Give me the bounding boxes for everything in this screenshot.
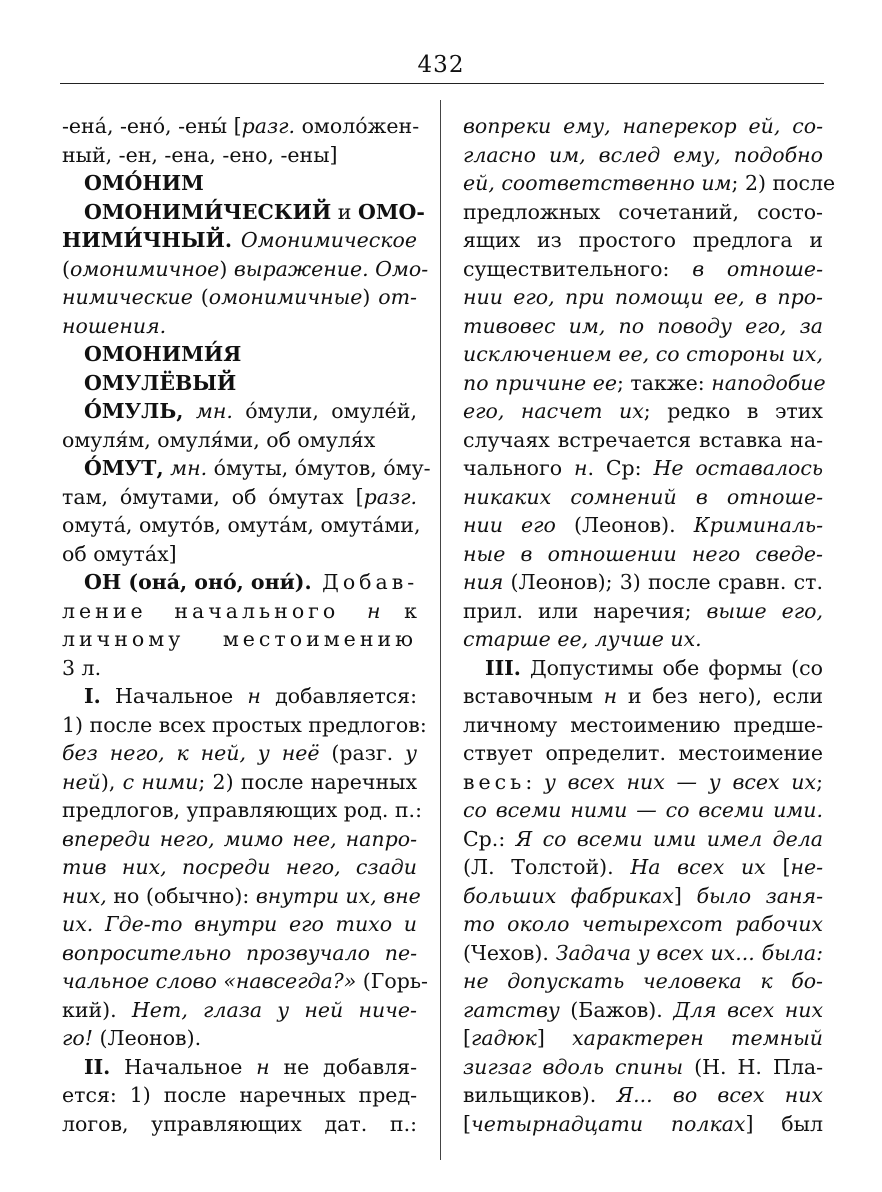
text-segment: II. — [84, 1054, 111, 1079]
text-segment: омонимичные — [208, 285, 363, 309]
text-segment: ] был — [745, 1111, 823, 1136]
text-line — [62, 625, 417, 654]
text-segment: н — [247, 684, 261, 708]
text-line — [463, 226, 823, 255]
text-line — [62, 996, 417, 1025]
text-segment: омоло́жен- — [295, 114, 420, 138]
text-line — [62, 796, 422, 825]
text-segment: от- — [378, 285, 417, 309]
text-line — [62, 141, 417, 170]
text-line — [463, 141, 823, 170]
text-line — [463, 654, 823, 683]
text-line — [62, 540, 417, 569]
text-line — [463, 112, 823, 141]
text-segment: Задача у всех их... была: — [555, 940, 824, 965]
text-line — [463, 853, 823, 882]
text-line — [463, 825, 823, 854]
text-segment: (Леонов). — [555, 513, 694, 537]
text-segment: них, — [62, 883, 107, 908]
text-segment: наподобие — [711, 370, 826, 395]
text-segment: н — [256, 1054, 270, 1079]
text-segment: [ — [463, 1026, 471, 1050]
text-line — [463, 882, 823, 911]
text-line — [62, 597, 417, 626]
text-line — [463, 169, 836, 198]
text-segment: омута́, омуто́в, омута́м, омута́ми, — [62, 513, 421, 537]
text-segment: там, о́мутами, об о́мутах [ — [62, 484, 364, 509]
text-segment: ется: 1) после наречных пред- — [62, 1083, 417, 1107]
text-line — [463, 967, 823, 996]
text-segment: ОМУЛЁВЫЙ — [84, 370, 237, 395]
text-segment: выше его, — [706, 598, 823, 623]
text-segment: его, насчет их — [463, 399, 644, 423]
text-line — [62, 1081, 417, 1110]
text-line — [62, 454, 431, 483]
text-segment: На всех их — [630, 855, 766, 879]
text-segment: ) — [362, 285, 379, 309]
text-segment: ный, -ен, -ена, -ено, -ены] — [62, 142, 338, 167]
text-line — [463, 454, 823, 483]
text-line — [62, 853, 417, 882]
text-segment: к — [380, 598, 417, 623]
text-line — [463, 597, 823, 626]
text-segment: (Н. Н. Пла- — [683, 1054, 823, 1079]
text-segment: Я... во всех них — [616, 1083, 823, 1107]
text-segment: весь — [463, 769, 526, 794]
text-segment: чального — [463, 456, 574, 480]
text-segment: ; также: — [616, 370, 712, 395]
text-segment: нимические — [62, 285, 193, 309]
text-segment: со всеми ними — со всеми ими. — [463, 798, 823, 822]
text-segment: Омонимическое — [232, 228, 417, 252]
text-segment: по причине ее — [463, 370, 617, 395]
text-line — [463, 198, 823, 227]
text-line — [62, 711, 427, 740]
text-line — [463, 796, 823, 825]
text-segment: тивовес им, по поводу его, за — [463, 313, 823, 338]
text-segment: не допускать человека к бо- — [463, 969, 823, 993]
text-segment: (Леонов). — [92, 1026, 202, 1050]
text-segment: Криминаль- — [693, 513, 823, 537]
text-segment: у всех них — у всех их — [544, 769, 817, 794]
text-segment: ОМОНИМИ́Я — [84, 342, 242, 366]
text-segment: Добав- — [311, 570, 419, 594]
text-segment: ные в отношении него сведе- — [463, 541, 823, 566]
text-segment: больших фабриках — [463, 883, 674, 908]
text-line — [463, 910, 823, 939]
text-segment: ) — [219, 256, 234, 281]
text-line — [463, 312, 823, 341]
text-segment: ОМОНИМИ́ЧЕСКИЙ — [84, 199, 332, 224]
text-line — [62, 283, 417, 312]
text-segment: ( — [62, 256, 70, 281]
text-segment: выражение. Омо- — [233, 256, 429, 281]
text-segment: ей, соответственно им — [463, 171, 732, 195]
text-segment: о́муты, о́мутов, о́му- — [207, 456, 431, 480]
text-line — [62, 768, 417, 797]
text-segment: с ними — [122, 769, 199, 794]
text-segment: гатству — [463, 997, 560, 1022]
text-segment: ния — [463, 570, 504, 594]
text-line — [463, 283, 823, 312]
text-segment: логов, управляющих дат. п.: — [62, 1111, 417, 1136]
text-segment: ящих из простого предлога и — [463, 228, 823, 252]
text-line — [463, 397, 823, 426]
text-line — [463, 540, 823, 569]
text-segment: НИМИ́ЧНЫЙ. — [62, 228, 233, 252]
text-segment: исключением ее, со стороны их, — [463, 342, 823, 366]
text-line — [463, 1110, 823, 1139]
page-number: 432 — [417, 52, 465, 78]
text-line — [463, 369, 826, 398]
text-segment: ; — [816, 769, 823, 794]
text-segment: ; 2) после — [731, 171, 836, 195]
text-segment: в отноше- — [692, 256, 823, 281]
text-segment: н — [573, 456, 588, 480]
text-segment: вопреки ему, наперекор ей, со- — [463, 114, 823, 138]
text-line — [62, 198, 425, 227]
text-segment: ; редко в этих — [643, 399, 823, 423]
text-segment: то около четырехсот рабочих — [463, 912, 823, 936]
text-segment: О́МУЛЬ, — [84, 399, 184, 423]
text-segment: (Чехов). — [463, 940, 556, 965]
text-line — [62, 226, 417, 255]
text-segment: Начальное — [110, 1054, 257, 1079]
text-line — [62, 1024, 417, 1053]
text-segment: четырнадцати полках — [471, 1111, 746, 1136]
text-segment: го! — [62, 1026, 93, 1050]
text-segment: (Л. Толстой). — [463, 855, 631, 879]
text-line — [62, 568, 417, 597]
text-segment: (Леонов); 3) после сравн. ст. — [503, 570, 823, 594]
text-segment: нии его, при помощи ее, в про- — [463, 285, 823, 309]
text-segment: III. — [485, 655, 521, 680]
text-segment: прил. или наречия; — [463, 598, 707, 623]
text-line — [62, 397, 417, 426]
text-segment: омонимичное — [70, 256, 220, 281]
text-line — [62, 312, 417, 341]
text-segment: не- — [790, 855, 823, 879]
text-segment: существительного: — [463, 256, 693, 281]
text-line — [62, 483, 417, 512]
text-segment: (Горь- — [356, 969, 428, 993]
text-segment: мн. — [163, 456, 208, 480]
text-segment: ОМО- — [357, 199, 425, 224]
text-segment: предлогов, управляющих род. п.: — [62, 798, 422, 822]
text-segment: ( — [192, 285, 209, 309]
text-line — [62, 112, 420, 141]
text-line — [463, 568, 823, 597]
text-segment: . Ср: — [587, 456, 654, 480]
text-line — [62, 825, 417, 854]
text-segment: и без него), если — [617, 684, 823, 708]
text-line — [62, 1110, 417, 1139]
text-segment: ношения. — [62, 313, 167, 338]
text-line — [62, 426, 417, 455]
right-column — [463, 112, 836, 1138]
left-column — [62, 112, 431, 1138]
text-segment: о́мули, омуле́й, — [232, 399, 417, 423]
text-line — [463, 768, 823, 797]
text-segment: омуля́м, омуля́ми, об омуля́х — [62, 427, 376, 452]
text-line — [463, 711, 823, 740]
text-segment: нии его — [463, 513, 556, 537]
text-segment: разг. — [363, 484, 417, 509]
text-line — [62, 967, 428, 996]
text-segment: ствует определит. местоимение — [463, 741, 823, 765]
text-line — [463, 739, 823, 768]
text-segment: О́МУТ, — [84, 456, 164, 480]
text-segment: 1) после всех простых предлогов: — [62, 712, 427, 737]
text-segment: личному местоимению — [62, 627, 417, 651]
text-line — [62, 369, 417, 398]
text-segment: Я со всеми ими имел дела — [515, 826, 823, 851]
text-segment: I. — [84, 684, 101, 708]
text-segment: у — [405, 741, 417, 765]
text-line — [463, 255, 823, 284]
text-segment: и — [331, 199, 358, 224]
text-segment: мн. — [183, 399, 233, 423]
text-segment: вопросительно прозвучало пе- — [62, 940, 417, 965]
text-segment: чальное слово «навсегда?» — [62, 969, 357, 993]
text-segment: без него, к ней, у неё — [62, 741, 320, 765]
text-segment: (Бажов). — [559, 997, 674, 1022]
text-segment: было заня- — [696, 883, 823, 908]
text-segment: разг. — [241, 114, 296, 138]
text-segment: -ена́, -ено́, -ены́ [ — [62, 114, 242, 138]
text-segment: ление начального — [62, 598, 367, 623]
text-line — [463, 340, 823, 369]
text-segment: [ — [765, 855, 791, 879]
text-segment: : — [525, 769, 544, 794]
text-segment: Не оставалось — [653, 456, 823, 480]
text-line — [463, 511, 823, 540]
column-divider — [440, 100, 441, 1160]
text-line — [62, 739, 417, 768]
text-line — [463, 682, 823, 711]
text-line — [463, 1024, 823, 1053]
text-segment: Ср.: — [463, 826, 516, 851]
header-rule — [60, 83, 824, 84]
text-line — [62, 654, 417, 683]
text-line — [463, 996, 823, 1025]
text-line — [463, 426, 823, 455]
text-segment: кий). — [62, 997, 132, 1022]
text-segment: ОН (она́, оно́, они́). — [84, 570, 312, 594]
text-segment: вставочным — [463, 684, 604, 708]
text-segment: не добавля- — [269, 1054, 418, 1079]
text-segment: ней — [62, 769, 101, 794]
text-segment: Начальное — [100, 684, 248, 708]
text-line — [62, 1053, 417, 1082]
text-segment: об омута́х] — [62, 541, 177, 566]
text-line — [62, 255, 429, 284]
text-segment: гадюк — [471, 1026, 537, 1050]
text-segment: ] — [536, 1026, 573, 1050]
text-line — [62, 511, 421, 540]
text-segment: никаких сомнений в отноше- — [463, 484, 823, 509]
text-line — [463, 1081, 823, 1110]
text-segment: (разг. — [319, 741, 406, 765]
text-segment: 3 л. — [62, 655, 102, 680]
text-segment: добавляется: — [260, 684, 417, 708]
text-segment: но (обычно): — [106, 883, 256, 908]
text-segment: впереди него, мимо нее, напро- — [62, 826, 417, 851]
text-segment: случаях встречается вставка на- — [463, 427, 823, 452]
text-line — [463, 625, 823, 654]
text-line — [62, 340, 417, 369]
text-segment: старше ее, лучше их. — [463, 627, 702, 651]
text-segment: тив них, посреди него, сзади — [62, 855, 417, 879]
text-segment: их. Где-то внутри его тихо и — [62, 912, 417, 936]
text-segment: вильщиков). — [463, 1083, 617, 1107]
text-line — [463, 939, 823, 968]
text-segment: Нет, глаза у ней ниче- — [131, 997, 417, 1022]
text-segment: ОМО́НИМ — [84, 171, 204, 195]
text-segment: характерен темный — [572, 1026, 824, 1050]
text-line — [62, 882, 421, 911]
text-line — [62, 682, 417, 711]
text-segment: предложных сочетаний, состо- — [463, 199, 823, 224]
text-line — [62, 169, 417, 198]
text-segment: внутри их, вне — [255, 883, 421, 908]
text-segment: ; 2) после наречных — [198, 769, 418, 794]
text-line — [62, 910, 417, 939]
text-segment: Допустимы обе формы (со — [520, 655, 823, 680]
text-segment: гласно им, вслед ему, подобно — [463, 142, 823, 167]
text-segment: [ — [463, 1111, 471, 1136]
text-line — [62, 939, 417, 968]
text-segment: Для всех них — [673, 997, 824, 1022]
text-segment: н — [603, 684, 618, 708]
text-line — [463, 483, 823, 512]
text-line — [463, 1053, 823, 1082]
text-segment: личному местоимению предше- — [463, 712, 823, 737]
text-segment: ] — [673, 883, 697, 908]
text-segment: н — [366, 598, 381, 623]
text-segment: ), — [100, 769, 123, 794]
text-segment: зигзаг вдоль спины — [463, 1054, 684, 1079]
